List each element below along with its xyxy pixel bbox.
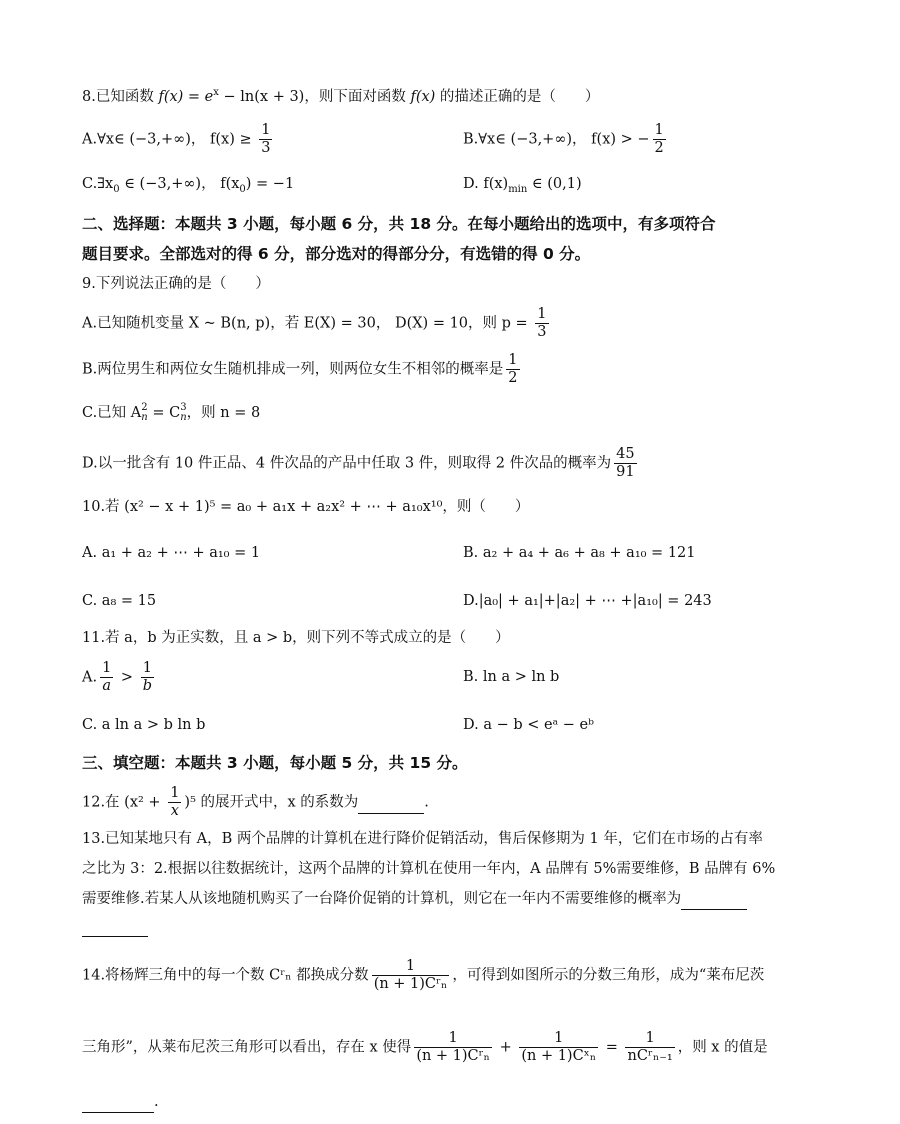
q9-c-text2: = C xyxy=(147,405,181,421)
q9-d-text: D.以一批含有 10 件正品、4 件次品的产品中任取 3 件，则取得 2 件次品的概率为 xyxy=(82,455,612,472)
q11-option-b: B. ln a > ln b xyxy=(463,669,560,685)
frac-num: 1 xyxy=(141,660,154,678)
q13-line3 xyxy=(82,889,747,910)
q14-frac1 xyxy=(414,1030,492,1065)
q8-option-a xyxy=(82,122,275,157)
q11-a-text: A. xyxy=(82,669,98,686)
frac-den: 2 xyxy=(508,370,518,386)
frac-den: 3 xyxy=(261,140,271,156)
q14-fraction xyxy=(372,958,450,993)
q14-end: . xyxy=(154,1094,159,1110)
q8-c-text3: ) = −1 xyxy=(245,176,295,192)
frac-num: 1 xyxy=(537,306,547,322)
q13-line2: 之比为 3：2.根据以往数据统计，这两个品牌的计算机在使用一年内，A 品牌有 5%需要维修，B 品牌有 6% xyxy=(82,861,776,877)
q13-answer-blank-cont xyxy=(82,916,148,937)
q10-option-a: A. a₁ + a₂ + ⋯ + a₁₀ = 1 xyxy=(82,545,261,561)
q8-exp: x xyxy=(213,87,219,98)
sup: 3 xyxy=(180,402,187,413)
q8-c-text2: ∈ (−3,+∞)， f(x xyxy=(119,176,240,192)
frac-den: (n + 1)Cʳₙ xyxy=(373,976,448,992)
section2-heading-line2: 题目要求。全部选对的得 6 分，部分选对的得部分分，有选错的得 0 分。 xyxy=(82,245,591,263)
q14-answer xyxy=(82,1092,159,1113)
q14-text3: 三角形”，从莱布尼茨三角形可以看出，存在 x 使得 xyxy=(82,1039,412,1056)
q8-b-text: B.∀x∈ (−3,+∞)， f(x) > − xyxy=(463,131,650,148)
frac-num: 1 xyxy=(519,1030,598,1048)
q8-c-text: C.∃x xyxy=(82,176,114,192)
q10-option-c: C. a₈ = 15 xyxy=(82,593,157,609)
q8-stem xyxy=(82,83,599,107)
sub: n xyxy=(180,412,187,423)
q9-option-c xyxy=(82,403,260,423)
q8-stem-text: 8.已知函数 xyxy=(82,88,159,105)
q13-answer-blank-line2[interactable] xyxy=(82,916,148,937)
frac-num: 1 xyxy=(508,352,518,368)
q9-b-fraction xyxy=(506,352,519,387)
q8-a-text: A.∀x∈ (−3,+∞)， f(x) ≥ xyxy=(82,131,257,148)
q9-d-fraction xyxy=(614,446,636,481)
section2-heading: 二、选择题：本题共 3 小题，每小题 6 分，共 18 分。在每小题给出的选项中，有多项符合 xyxy=(82,215,716,233)
q8-stem-text3: 的描述正确的是（ ） xyxy=(435,88,600,105)
q12-fraction xyxy=(168,785,181,820)
q8-b-fraction xyxy=(653,122,666,157)
sub: min xyxy=(508,183,528,195)
q14-line1 xyxy=(82,958,764,993)
q8-d-text: D. f(x) xyxy=(463,176,509,192)
q8-option-c xyxy=(82,174,294,200)
frac-den: a xyxy=(102,678,112,694)
q9-option-b xyxy=(82,352,523,387)
frac-num: 1 xyxy=(372,958,450,976)
q9-a-text: A.已知随机变量 X ~ B(n, p)，若 E(X) = 30， D(X) = 10，则 p = xyxy=(82,315,533,332)
q14-line2 xyxy=(82,1030,768,1065)
q14-plus: + xyxy=(494,1039,517,1056)
q14-text2: ，可得到如图所示的分数三角形，成为“莱布尼茨 xyxy=(452,967,765,984)
frac-den: (n + 1)Cˣₙ xyxy=(521,1048,597,1064)
q11-a-frac1 xyxy=(100,660,113,695)
q14-frac3 xyxy=(625,1030,674,1065)
frac-den: x xyxy=(170,803,179,819)
q9-option-d xyxy=(82,446,640,481)
q8-a-fraction xyxy=(259,122,272,157)
sub: n xyxy=(141,412,148,423)
frac-num: 1 xyxy=(414,1030,492,1048)
frac-num: 45 xyxy=(616,446,635,462)
frac-den: 3 xyxy=(537,324,547,340)
sup: 2 xyxy=(141,402,148,413)
q8-func: f(x) = e xyxy=(158,88,214,105)
q8-func2: f(x) xyxy=(410,88,436,105)
q9-c-text3: ，则 n = 8 xyxy=(186,405,261,421)
q10-option-d: D.|a₀| + a₁|+|a₂| + ⋯ +|a₁₀| = 243 xyxy=(463,593,712,609)
q8-stem-text2: − ln(x + 3)，则下面对函数 xyxy=(218,88,411,105)
frac-num: 1 xyxy=(261,122,271,138)
q13-text: 需要维修.若某人从该地随机购买了一台降价促销的计算机，则它在一年内不需要维修的概率为 xyxy=(82,891,682,907)
frac-num: 1 xyxy=(170,785,180,801)
frac-den: b xyxy=(142,678,152,694)
q9-option-a xyxy=(82,306,552,341)
q14-eq: = xyxy=(601,1039,623,1056)
section3-heading: 三、填空题：本题共 3 小题，每小题 5 分，共 15 分。 xyxy=(82,754,468,772)
q12-answer-blank[interactable] xyxy=(358,793,424,814)
q9-stem: 9.下列说法正确的是（ ） xyxy=(82,276,270,292)
q8-d-text2: ∈ (0,1) xyxy=(527,176,582,192)
q11-option-c: C. a ln a > b ln b xyxy=(82,717,206,733)
sub: 0 xyxy=(239,183,246,195)
sub: 0 xyxy=(113,183,120,195)
q14-frac2 xyxy=(519,1030,598,1065)
frac-den: 2 xyxy=(654,140,664,156)
q11-a-gt: > xyxy=(116,669,138,686)
q9-a-fraction xyxy=(535,306,548,341)
q12-text2: )⁵ 的展开式中，x 的系数为 xyxy=(184,794,359,811)
q8-option-d xyxy=(463,174,582,200)
q13-answer-blank[interactable] xyxy=(681,889,747,910)
frac-den: 91 xyxy=(616,464,635,480)
q14-text4: ，则 x 的值是 xyxy=(677,1039,768,1056)
q12 xyxy=(82,785,429,820)
q9-c-text: C.已知 A xyxy=(82,405,142,421)
q11-a-frac2 xyxy=(141,660,154,695)
q10-stem: 10.若 (x² − x + 1)⁵ = a₀ + a₁x + a₂x² + ⋯ + a₁₀x¹⁰，则（ ） xyxy=(82,499,530,515)
frac-num: 1 xyxy=(654,122,664,138)
frac-den: (n + 1)Cʳₙ xyxy=(416,1048,490,1064)
q11-option-d: D. a − b < eᵃ − eᵇ xyxy=(463,717,594,733)
q14-answer-blank[interactable] xyxy=(82,1092,154,1113)
q11-option-a xyxy=(82,660,157,695)
frac-num: 1 xyxy=(625,1030,674,1048)
q14-text: 14.将杨辉三角中的每一个数 Cʳₙ 都换成分数 xyxy=(82,967,369,984)
q10-option-b: B. a₂ + a₄ + a₆ + a₈ + a₁₀ = 121 xyxy=(463,545,696,561)
q11-stem: 11.若 a，b 为正实数，且 a > b，则下列不等式成立的是（ ） xyxy=(82,630,510,646)
frac-num: 1 xyxy=(102,660,112,676)
q12-text: 12.在 (x² + xyxy=(82,794,166,811)
q9-b-text: B.两位男生和两位女生随机排成一列，则两位女生不相邻的概率是 xyxy=(82,361,504,378)
q8-option-b xyxy=(463,122,669,157)
q13-line1: 13.已知某地只有 A，B 两个品牌的计算机在进行降价促销活动，售后保修期为 1 年，它们在市场的占有率 xyxy=(82,831,763,847)
q12-end: . xyxy=(424,794,429,811)
frac-den: nCʳₙ₋₁ xyxy=(627,1048,673,1064)
